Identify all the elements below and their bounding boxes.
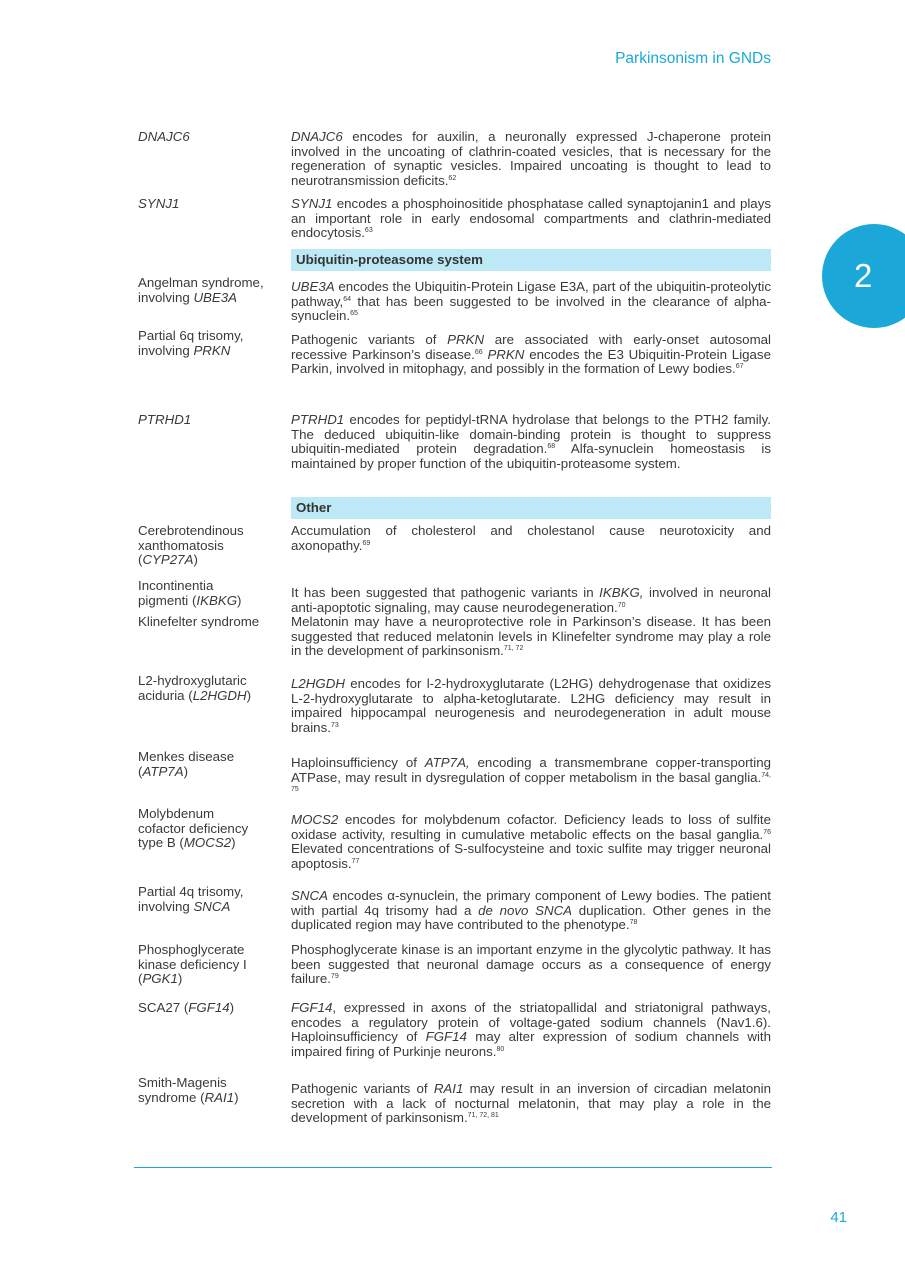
table-row	[138, 943, 771, 1001]
row-label: Partial 4q trisomy, involving SNCA	[138, 884, 244, 914]
running-head: Parkinsonism in GNDs	[615, 50, 771, 67]
row-description: FGF14, expressed in axons of the striatopallidal and striatonigral pathways, encodes a regulatory protein of voltage-gated sodium channels (Nav1.6). Haploinsufficiency of FGF14 may alter expression of sodium channels with impaired firing of Purkinje neurons.$^{80}$	[291, 1000, 772, 1059]
row-description: Melatonin may have a neuroprotective role in Parkinson’s disease. It has been suggested that reduced melatonin levels in Klinefelter syndrome may play a role in the development of parkinsonism.$^{71, 72}$	[291, 614, 771, 659]
gene-table	[138, 130, 771, 1130]
row-description: SNCA encodes α-synuclein, the primary component of Lewy bodies. The patient with partial 4q trisomy had a de novo SNCA duplication. Other genes in the duplicated region may have contributed to the phenotype.$^{78}$	[291, 888, 771, 933]
row-description: PTRHD1 encodes for peptidyl-tRNA hydrolase that belongs to the PTH2 family. The deduced ubiquitin-like domain-binding protein is thought to suppress ubiquitin-mediated protein degradation.$^{68}$ Alfa-synuclein homeostasis is maintained by proper function of the ubiquitin-proteasome system.	[291, 412, 771, 471]
table-row	[138, 130, 771, 197]
row-label: Menkes disease (ATP7A)	[138, 749, 235, 779]
row-label: SCA27 (FGF14)	[138, 1000, 235, 1015]
table-row	[138, 750, 771, 807]
table-row	[138, 1076, 771, 1130]
row-description: DNAJC6 encodes for auxilin, a neuronally expressed J-chaperone protein involved in the uncoating of clathrin-coated vesicles, that is necessary for the regeneration of synaptic vesicles. Impaired uncoating is thought to lead to neurotransmission deficits.$^{62}$	[291, 129, 771, 188]
row-label: Angelman syndrome, involving UBE3A	[138, 275, 264, 305]
table-row	[138, 413, 771, 497]
row-label: Cerebrotendinous xanthomatosis (CYP27A)	[138, 523, 244, 568]
table-row	[138, 615, 771, 674]
table-row	[138, 674, 771, 750]
row-description: Pathogenic variants of PRKN are associated with early-onset autosomal recessive Parkinson’s disease.$^{66}$ PRKN encodes the E3 Ubiquitin-Protein Ligase Parkin, involved in mitophagy, and possibly in the formation of Lewy bodies.$^{67}$	[291, 332, 771, 377]
table-row	[138, 197, 771, 249]
table-row	[138, 1001, 771, 1076]
row-description: Pathogenic variants of RAI1 may result in an inversion of circadian melatonin secretion with a lack of nocturnal melatonin, that may play a role in the development of parkinsonism.$^{71, 72, 81}$	[291, 1081, 771, 1126]
row-label: Incontinentia pigmenti (IKBKG)	[138, 578, 242, 608]
row-description: SYNJ1 encodes a phosphoinositide phosphatase called synaptojanin1 and plays an important role in early endosomal compartments and clathrin-mediated endocytosis.$^{63}$	[291, 196, 771, 241]
section-heading: Other	[291, 497, 771, 519]
section-row	[138, 497, 771, 524]
row-description: MOCS2 encodes for molybdenum cofactor. Deficiency leads to loss of sulfite oxidase activity, resulting in cumulative metabolic effects on the basal ganglia.$^{76}$ Elevated concentrations of S-sulfocysteine and toxic sulfite may trigger neuronal apoptosis.$^{77}$	[291, 812, 771, 871]
row-label: Partial 6q trisomy, involving PRKN	[138, 328, 244, 358]
table-row	[138, 579, 771, 615]
table-row	[138, 807, 771, 885]
row-label: Smith-Magenis syndrome (RAI1)	[138, 1075, 239, 1105]
chapter-tab: 2	[822, 224, 905, 328]
row-label: SYNJ1	[138, 196, 180, 211]
table-row	[138, 524, 771, 579]
row-label: Phosphoglycerate kinase deficiency I (PGK1)	[138, 942, 247, 987]
row-description: Accumulation of cholesterol and cholestanol cause neurotoxicity and axonopathy.$^{69}$	[291, 523, 771, 553]
row-label: Molybdenum cofactor deficiency type B (MOCS2)	[138, 806, 249, 851]
table-row	[138, 276, 771, 329]
row-description: UBE3A encodes the Ubiquitin-Protein Ligase E3A, part of the ubiquitin-proteolytic pathway,$^{64}$ that has been suggested to be involved in the clearance of alpha-synuclein.$^{65}$	[291, 279, 771, 324]
row-label: Klinefelter syndrome	[138, 614, 260, 629]
section-row	[138, 249, 771, 276]
row-description: Phosphoglycerate kinase is an important enzyme in the glycolytic pathway. It has been suggested that neuronal damage occurs as a consequence of energy failure.$^{79}$	[291, 942, 771, 987]
page-number: 41	[830, 1209, 847, 1226]
section-heading: Ubiquitin-proteasome system	[291, 249, 771, 271]
row-description: L2HGDH encodes for l-2-hydroxyglutarate (L2HG) dehydrogenase that oxidizes L-2-hydroxyglutarate to alpha-ketoglutarate. L2HG deficiency may result in impaired hippocampal neurogenesis and neurodegeneration in adult mouse brains.$^{73}$	[291, 676, 771, 735]
table-row	[138, 885, 771, 943]
row-label: PTRHD1	[138, 412, 192, 427]
table-bottom-rule	[134, 1167, 772, 1168]
row-description: It has been suggested that pathogenic variants in IKBKG, involved in neuronal anti-apoptotic signaling, may cause neurodegeneration.$^{70}$	[291, 585, 771, 615]
row-description: Haploinsufficiency of ATP7A, encoding a transmembrane copper-transporting ATPase, may result in dysregulation of copper metabolism in the basal ganglia.$^{74, 75}$	[291, 755, 771, 794]
table-row	[138, 329, 771, 413]
row-label: DNAJC6	[138, 129, 190, 144]
row-label: L2-hydroxyglutaric aciduria (L2HGDH)	[138, 673, 252, 703]
